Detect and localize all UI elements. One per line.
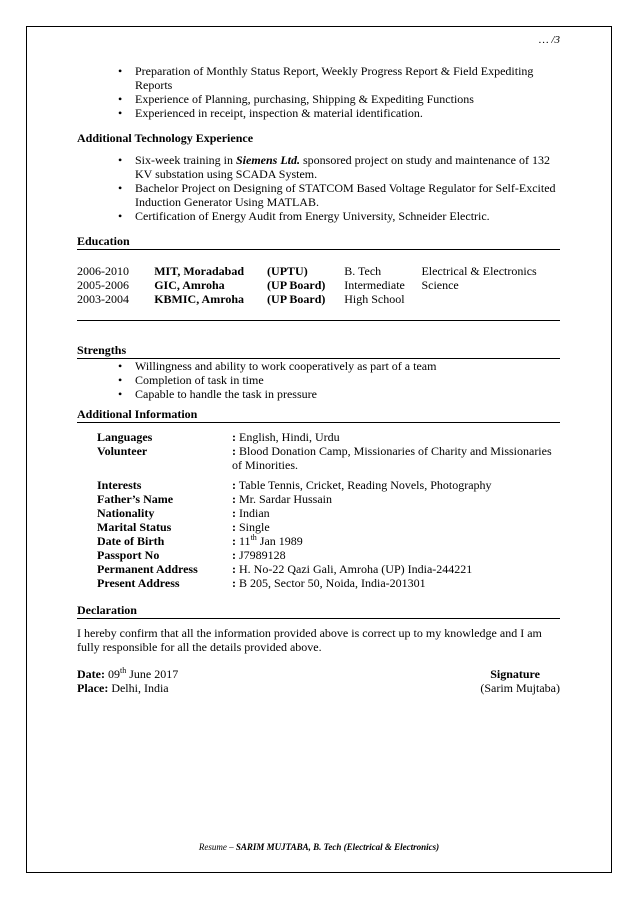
- info-row: [77, 492, 560, 506]
- info-row: [77, 576, 560, 590]
- info-label: Date of Birth: [97, 534, 165, 548]
- page-footer: Resume – SARIM MUJTABA, B. Tech (Electrical & Electronics): [198, 842, 440, 852]
- info-row: [77, 534, 560, 548]
- signature-label: Signature: [490, 667, 540, 681]
- info-row: [77, 548, 560, 562]
- years: 2003-2004: [77, 292, 129, 306]
- info-label: Father’s Name: [97, 492, 174, 506]
- info-row: [77, 430, 560, 444]
- info-value: : English, Hindi, Urdu: [232, 430, 340, 444]
- date-signature-row: [77, 667, 560, 681]
- list-item: • Completion of task in time: [77, 373, 560, 387]
- info-row: [77, 520, 560, 534]
- board: (UP Board): [267, 278, 326, 292]
- info-row: [77, 506, 560, 520]
- declaration-text: I hereby confirm that all the information provided above is correct up to my knowledge and I am fully responsible for all the details provided above.: [77, 626, 542, 654]
- signature-name: (Sarim Mujtaba): [480, 681, 560, 695]
- school: KBMIC, Amroha: [154, 292, 244, 306]
- info-value: : B 205, Sector 50, Noida, India-201301: [232, 576, 426, 590]
- declaration-heading: Declaration: [77, 603, 560, 619]
- degree: Intermediate: [344, 278, 405, 292]
- date: Date: 09th June 2017: [77, 666, 179, 681]
- info-value: : 11th Jan 1989: [232, 533, 303, 548]
- info-label: Interests: [97, 478, 142, 492]
- list-item: • Experienced in receipt, inspection & material identification.: [77, 106, 560, 120]
- info-label: Volunteer: [97, 444, 148, 458]
- info-row: [77, 562, 560, 576]
- list-item: • Experience of Planning, purchasing, Shipping & Expediting Functions: [77, 92, 560, 106]
- place: Place: Delhi, India: [77, 681, 169, 695]
- info-row: [77, 444, 560, 472]
- info-label: Nationality: [97, 506, 155, 520]
- degree: High School: [344, 292, 405, 306]
- table-row: [77, 278, 560, 292]
- info-label: Languages: [97, 430, 153, 444]
- list-item: • Bachelor Project on Designing of STATCOM Based Voltage Regulator for Self-Excited Induction Generator Using MATLAB.: [77, 181, 560, 209]
- field: Electrical & Electronics Science: [421, 264, 537, 292]
- years: 2006-2010: [77, 264, 129, 278]
- education-table: [77, 264, 560, 321]
- info-label: Permanent Address: [97, 562, 198, 576]
- list-item: • Willingness and ability to work cooperatively as part of a team: [77, 359, 560, 373]
- list-item: • Capable to handle the task in pressure: [77, 387, 560, 401]
- board: (UPTU): [267, 264, 308, 278]
- strengths-bullets: [77, 359, 560, 401]
- info-label: Present Address: [97, 576, 180, 590]
- info-value: : Indian: [232, 506, 270, 520]
- info-label: Passport No: [97, 548, 160, 562]
- field: [421, 278, 560, 292]
- tech-bullets: [77, 153, 560, 223]
- strengths-heading: Strengths: [77, 343, 560, 359]
- info-value: : J7989128: [232, 548, 286, 562]
- page-number: … /3: [538, 34, 560, 46]
- resume-content: [77, 64, 560, 695]
- education-heading: Education: [77, 234, 560, 250]
- info-value: : Blood Donation Camp, Missionaries of Charity and Missionaries of Minorities.: [232, 444, 552, 472]
- info-row: [77, 478, 560, 492]
- additional-info-table: [77, 430, 560, 590]
- text: sponsored project on study and maintenance of 132 KV substation using SCADA System.: [135, 153, 550, 181]
- info-value: : Single: [232, 520, 270, 534]
- info-label: Marital Status: [97, 520, 172, 534]
- info-value: : Table Tennis, Cricket, Reading Novels, Photography: [232, 478, 492, 492]
- company-name: Siemens Ltd.: [235, 153, 300, 167]
- list-item: [77, 153, 560, 181]
- school: MIT, Moradabad: [154, 264, 244, 278]
- text: Six-week training in: [135, 153, 236, 167]
- school: GIC, Amroha: [154, 278, 225, 292]
- table-row: [77, 292, 560, 306]
- tech-heading: Additional Technology Experience: [77, 131, 254, 145]
- experience-bullets: [77, 64, 560, 120]
- field: [421, 292, 560, 306]
- list-item: • Preparation of Monthly Status Report, Weekly Progress Report & Field Expediting Reports: [77, 64, 560, 92]
- additional-info-heading: Additional Information: [77, 407, 560, 423]
- board: (UP Board): [267, 292, 326, 306]
- years: 2005-2006: [77, 278, 129, 292]
- place-signature-row: [77, 681, 560, 695]
- info-value: : H. No-22 Qazi Gali, Amroha (UP) India-244221: [232, 562, 473, 576]
- list-item: • Certification of Energy Audit from Energy University, Schneider Electric.: [77, 209, 560, 223]
- info-value: : Mr. Sardar Hussain: [232, 492, 332, 506]
- degree: B. Tech: [344, 264, 382, 278]
